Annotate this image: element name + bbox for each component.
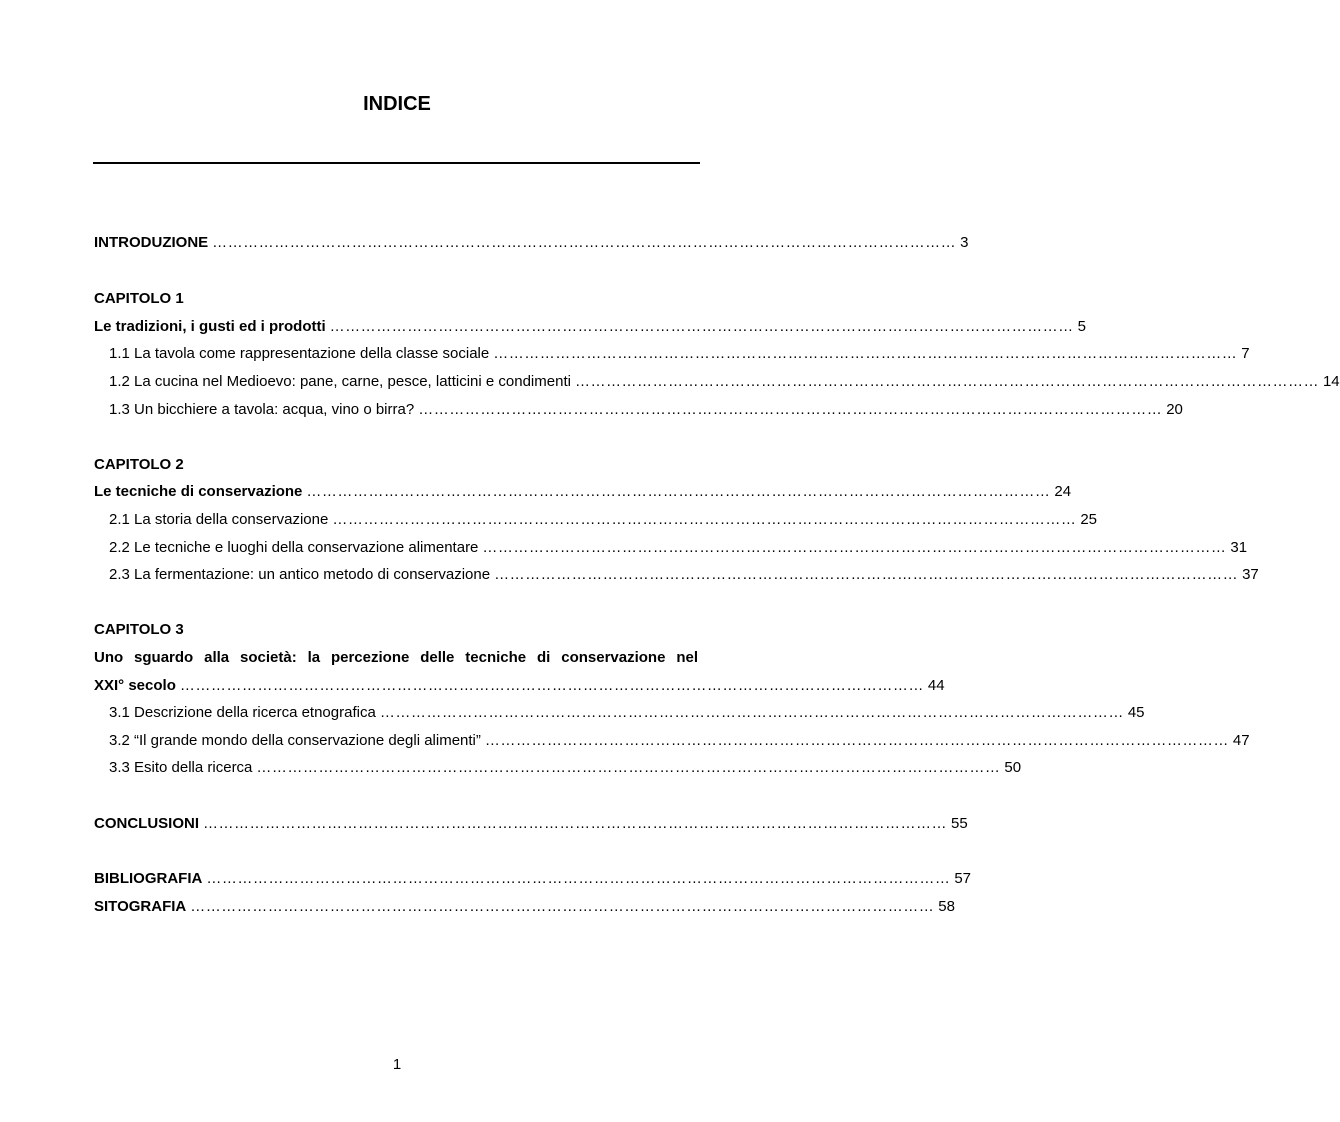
- toc-label: CONCLUSIONI: [94, 815, 199, 832]
- toc-entry-conclusioni[interactable]: [94, 814, 968, 834]
- leader-dots: ………………………………………………………………………………………………………………………………: [329, 318, 1074, 335]
- toc-label: 1.2 La cucina nel Medioevo: pane, carne, pesce, latticini e condimenti: [109, 373, 571, 390]
- toc-entry-chapter-1[interactable]: [94, 317, 1087, 337]
- toc-page-number: 31: [1230, 539, 1248, 556]
- toc-entry-section-2-1[interactable]: [109, 510, 1097, 530]
- toc-label: 2.1 La storia della conservazione: [109, 511, 329, 528]
- toc-entry-section-2-2[interactable]: [109, 538, 1248, 558]
- toc-label: Le tecniche di conservazione: [94, 483, 303, 500]
- page-title: INDICE: [363, 93, 431, 115]
- toc-entry-chapter-2[interactable]: [94, 482, 1072, 502]
- toc-entry-section-3-2[interactable]: [109, 731, 1250, 751]
- leader-dots: ………………………………………………………………………………………………………………………………: [256, 759, 1001, 776]
- toc-page-number: 50: [1004, 759, 1022, 776]
- toc-page-number: 20: [1166, 401, 1183, 418]
- toc-label: 2.2 Le tecniche e luoghi della conservazione alimentare: [109, 539, 479, 556]
- leader-dots: ………………………………………………………………………………………………………………………………: [190, 898, 935, 915]
- toc-entry-section-3-1[interactable]: [109, 703, 1145, 723]
- toc-page-number: 55: [951, 815, 968, 832]
- leader-dots: ………………………………………………………………………………………………………………………………: [306, 483, 1051, 500]
- chapter-heading-2: CAPITOLO 2: [94, 456, 184, 473]
- toc-label: Le tradizioni, i gusti ed i prodotti: [94, 318, 326, 335]
- toc-label: 1.1 La tavola come rappresentazione della classe sociale: [109, 345, 490, 362]
- leader-dots: ………………………………………………………………………………………………………………………………: [332, 511, 1077, 528]
- toc-entry-chapter-3[interactable]: [94, 676, 945, 696]
- toc-page-number: 14: [1322, 373, 1340, 390]
- leader-dots: ………………………………………………………………………………………………………………………………: [179, 677, 924, 694]
- toc-entry-introduzione[interactable]: [94, 233, 969, 253]
- leader-dots: ………………………………………………………………………………………………………………………………: [379, 704, 1124, 721]
- toc-entry-section-2-3[interactable]: [109, 565, 1259, 585]
- toc-entry-section-1-2[interactable]: [109, 372, 1340, 392]
- toc-page-number: 25: [1080, 511, 1097, 528]
- toc-label: 2.3 La fermentazione: un antico metodo di conservazione: [109, 566, 491, 583]
- toc-page-number: 57: [954, 870, 972, 887]
- toc-label: SITOGRAFIA: [94, 898, 187, 915]
- leader-dots: ………………………………………………………………………………………………………………………………: [482, 539, 1227, 556]
- leader-dots: ………………………………………………………………………………………………………………………………: [418, 401, 1163, 418]
- chapter-heading-3: CAPITOLO 3: [94, 621, 184, 638]
- footer-page-number: 1: [392, 1056, 402, 1073]
- toc-page-number: 47: [1232, 732, 1250, 749]
- title-divider: [93, 162, 700, 164]
- toc-entry-bibliografia[interactable]: [94, 869, 972, 889]
- toc-label: 3.2 “Il grande mondo della conservazione degli alimenti”: [109, 732, 481, 749]
- leader-dots: ………………………………………………………………………………………………………………………………: [203, 815, 947, 832]
- toc-label: BIBLIOGRAFIA: [94, 870, 203, 887]
- toc-page-number: 24: [1054, 483, 1072, 500]
- toc-label: XXI° secolo: [94, 677, 176, 694]
- toc-entry-sitografia[interactable]: [94, 897, 955, 917]
- leader-dots: ………………………………………………………………………………………………………………………………: [494, 566, 1239, 583]
- toc-entry-section-3-3[interactable]: [109, 758, 1022, 778]
- chapter-heading-1: CAPITOLO 1: [94, 290, 184, 307]
- leader-dots: ………………………………………………………………………………………………………………………………: [484, 732, 1229, 749]
- toc-label: 3.1 Descrizione della ricerca etnografica: [109, 704, 376, 721]
- toc-page-number: 45: [1127, 704, 1145, 721]
- leader-dots: ………………………………………………………………………………………………………………………………: [212, 234, 957, 251]
- toc-page-number: 44: [927, 677, 945, 694]
- toc-page-number: 5: [1077, 318, 1087, 335]
- toc-entry-section-1-3[interactable]: [109, 400, 1183, 420]
- leader-dots: ………………………………………………………………………………………………………………………………: [574, 373, 1319, 390]
- leader-dots: ………………………………………………………………………………………………………………………………: [493, 345, 1238, 362]
- toc-page-number: 7: [1241, 345, 1250, 362]
- toc-page-number: 3: [960, 234, 969, 251]
- toc-label: INTRODUZIONE: [94, 234, 209, 251]
- leader-dots: ………………………………………………………………………………………………………………………………: [206, 870, 951, 887]
- toc-page-number: 37: [1242, 566, 1259, 583]
- chapter-3-title-line[interactable]: Uno sguardo alla società: la percezione delle tecniche di conservazione nel: [94, 649, 698, 666]
- toc-page-number: 58: [938, 898, 955, 915]
- toc-label: 1.3 Un bicchiere a tavola: acqua, vino o birra?: [109, 401, 415, 418]
- toc-entry-section-1-1[interactable]: [109, 344, 1250, 364]
- toc-label: 3.3 Esito della ricerca: [109, 759, 253, 776]
